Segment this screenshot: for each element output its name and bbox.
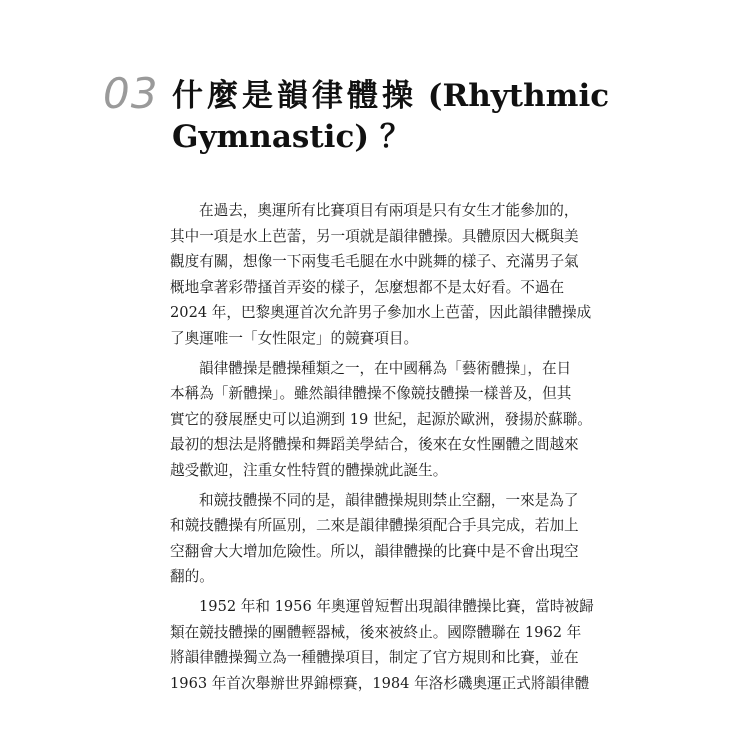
text-line: 本稱為「新體操」。雖然韻律體操不像競技體操一樣普及，但其 — [170, 385, 572, 403]
text-line: 了奧運唯一「女性限定」的競賽項目。 — [170, 329, 419, 347]
paragraph-3 — [170, 488, 584, 590]
body-text — [170, 198, 594, 700]
text-line: 將韻律體操獨立為一種體操項目，制定了官方規則和比賽，並在 — [170, 649, 579, 667]
text-line: 1952 年和 1956 年奧運曾短暫出現韻律體操比賽，當時被歸 — [199, 597, 594, 615]
title-chinese: 什麼是韻律體操 — [172, 78, 417, 114]
paragraph-1 — [170, 198, 592, 352]
text-line: 韻律體操是體操種類之一，在中國稱為「藝術體操」，在日 — [199, 359, 572, 377]
title-english-part2: Gymnastic) — [172, 119, 370, 155]
paragraph-4 — [170, 594, 594, 696]
chapter-number: 03 — [103, 69, 159, 118]
text-line: 越受歡迎，注重女性特質的體操就此誕生。 — [170, 461, 448, 479]
text-line: 1963 年首次舉辦世界錦標賽，1984 年洛杉磯奧運正式將韻律體 — [170, 674, 590, 692]
title-question-mark: ？ — [379, 119, 411, 155]
section-title — [172, 76, 612, 158]
text-line: 2024 年，巴黎奧運首次允許男子參加水上芭蕾，因此韻律體操成 — [170, 304, 592, 322]
title-line-2 — [172, 117, 612, 158]
title-line-1 — [172, 76, 612, 117]
text-line: 和競技體操不同的是，韻律體操規則禁止空翻，一來是為了 — [199, 491, 579, 509]
text-line: 在過去，奧運所有比賽項目有兩項是只有女生才能參加的， — [199, 202, 579, 219]
text-line: 和競技體操有所區別，二來是韻律體操須配合手具完成，若加上 — [170, 517, 579, 535]
text-line: 空翻會大大增加危險性。所以，韻律體操的比賽中是不會出現空 — [170, 542, 579, 560]
paragraph-2 — [170, 356, 592, 484]
text-line: 觀度有關，想像一下兩隻毛毛腿在水中跳舞的樣子、充滿男子氣 — [170, 253, 579, 271]
text-line: 概地拿著彩帶搔首弄姿的樣子，怎麼想都不是太好看。不過在 — [170, 278, 565, 296]
text-line: 類在競技體操的團體輕器械，後來被終止。國際體聯在 1962 年 — [170, 623, 582, 641]
text-line: 翻的。 — [170, 568, 214, 586]
title-english-part1: (Rhythmic — [427, 78, 610, 114]
text-line: 其中一項是水上芭蕾，另一項就是韻律體操。具體原因大概與美 — [170, 227, 579, 245]
text-line: 實它的發展歷史可以追溯到 19 世紀，起源於歐洲，發揚於蘇聯。 — [170, 410, 592, 428]
text-line: 最初的想法是將體操和舞蹈美學結合，後來在女性團體之間越來 — [170, 436, 579, 454]
